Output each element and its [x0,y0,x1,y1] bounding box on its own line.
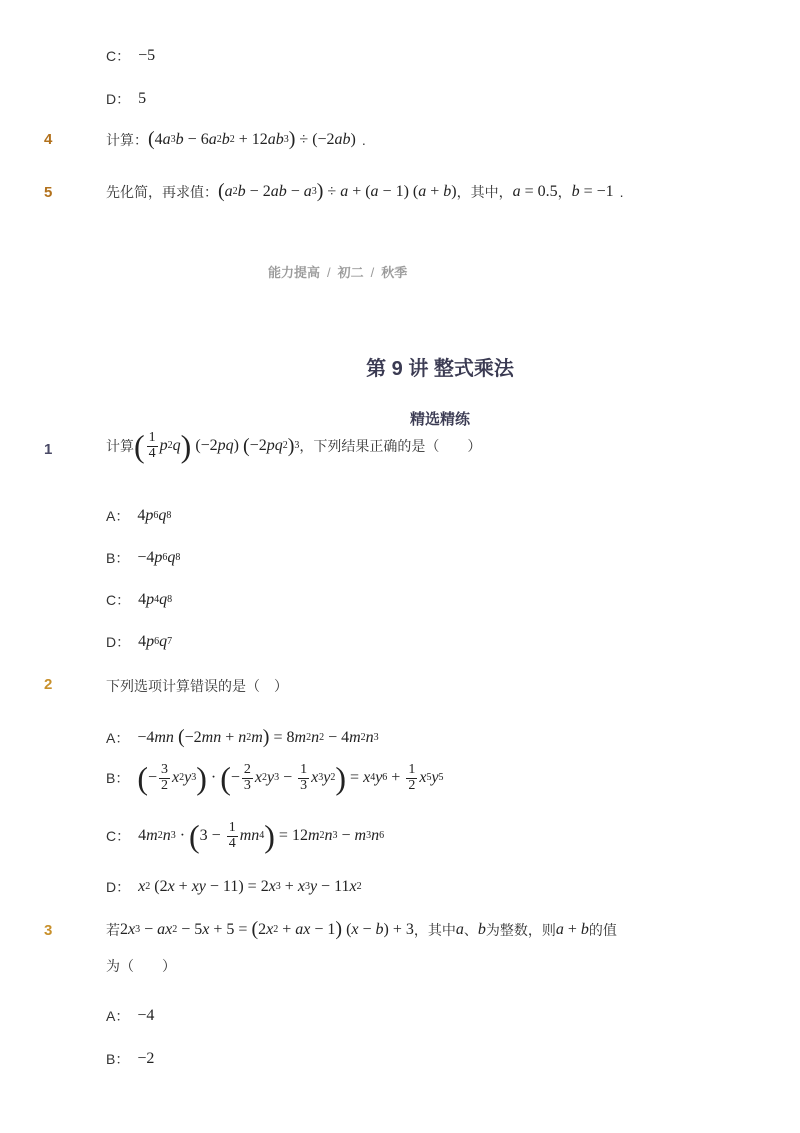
question-lead: 若 [106,921,120,938]
option-label: B： [106,550,130,566]
option-value: −2 [137,1050,155,1067]
option-label: D： [106,879,131,895]
question-5-text [106,180,624,203]
question-number: 4 [44,131,53,148]
question-4-text [106,128,366,151]
question-tail: 的值 [588,921,617,938]
option-label: C： [106,592,131,608]
option-label: A： [106,508,130,524]
option-label: D： [106,91,131,107]
question-number: 1 [44,441,53,458]
question-mid: 为整数，则 [485,921,556,938]
option-b[interactable] [106,548,180,568]
option-d[interactable] [106,632,172,652]
math-expression: ( 4 a 3 b − 6 a 2 b 2 + 12 ab 3 ) ÷ (−2 ab ) [148,128,356,150]
breadcrumb-separator: / [370,265,375,280]
question-mid: ，其中 [413,921,456,938]
math-expression: ( a 2 b − 2 ab − a 3 ) ÷ a + ( a − 1) ( a + b ) [218,180,457,202]
option-value: 4 p 6 q 8 [137,507,172,524]
option-d[interactable] [106,877,362,897]
option-value: −4 p 6 q 8 [137,549,181,566]
math-expression: b = −1 [571,182,614,200]
option-a[interactable] [106,726,379,749]
question-1-text [106,430,481,462]
math-expression: 2 x 3 − ax 2 − 5 x + 5 = ( 2 x 2 + ax − 1 ) ( x − b ) + 3 [120,918,414,940]
option-value: 4 p 6 q 7 [138,633,173,650]
math-expression: ( $\frac{1}{4}$ p 2 q ) (−2 pq ) ( −2 pq 2 ) 3 [134,428,300,464]
option-label: B： [106,770,130,786]
option-label: A： [106,1008,130,1024]
option-value: −4 [137,1007,155,1024]
option-value: 4 p 4 q 8 [138,591,173,608]
breadcrumb-separator: / [327,265,331,280]
option-c[interactable] [106,590,172,610]
option-value: x 2 (2 x + xy − 11) = 2 x 3 + x 3 y − 11 x 2 [138,878,362,895]
question-3-line2: 为（ ） [106,958,176,974]
question-tail: . [619,183,624,200]
option-label: C： [106,828,131,844]
math-expression: a = 0.5 [512,182,558,200]
question-number: 3 [44,922,53,939]
math-expression: a + b [555,920,589,938]
option-label: B： [106,1051,130,1067]
question-3-text [106,918,617,941]
option-label: A： [106,729,130,746]
option-d-prev[interactable] [106,89,146,109]
option-value: 4 m 2 n 3 · ( 3 − $\frac{1}{4}$ mn 4 ) = 12 m 2 n 3 − m 3 n 6 [138,818,385,854]
breadcrumb-item[interactable]: 初二 [337,265,364,280]
option-value: ( − $\frac{3}{2}$ x 2 y 3 ) · ( − $\frac{2}{3}$ x 2 y 3 − $\frac{1}{3}$ x 3 y 2 ) = x 4 y 6 + $\frac{1}{2}$ x 5 y 5 [137,760,444,796]
option-label: C： [106,48,131,64]
option-value: −4 mn ( −2 mn + n 2 m ) = 8 m 2 n 2 − 4 m 2 n 3 [137,726,379,748]
question-lead: 计算 [106,438,134,454]
question-tail: ，下列结果正确的是（ ） [299,438,482,454]
option-b[interactable] [106,1049,154,1069]
question-number: 5 [44,184,53,201]
option-b[interactable] [106,762,444,794]
option-label: D： [106,634,131,650]
question-lead: 计算： [106,131,148,148]
breadcrumb-item[interactable]: 秋季 [381,265,408,280]
math-var: b [477,920,486,938]
option-a[interactable] [106,506,171,526]
question-lead: 先化简，再求值： [106,183,218,200]
question-number: 2 [44,676,53,693]
question-sep: ， [557,183,572,200]
question-tail: . [361,131,366,148]
section-title: 精选精练 [409,411,470,428]
option-c-prev[interactable] [106,46,155,66]
breadcrumb-item[interactable]: 能力提高 [268,265,321,280]
math-var: a [455,920,464,938]
question-2-text: 下列选项计算错误的是（ ） [106,678,288,694]
question-mid: 、 [463,921,478,938]
option-value: 5 [138,90,147,107]
option-value: −5 [138,47,156,64]
breadcrumb [268,262,407,281]
option-c[interactable] [106,820,384,852]
lesson-title: 第 9 讲 整式乘法 [366,358,514,380]
question-mid: ，其中， [456,183,513,200]
option-a[interactable] [106,1006,154,1026]
